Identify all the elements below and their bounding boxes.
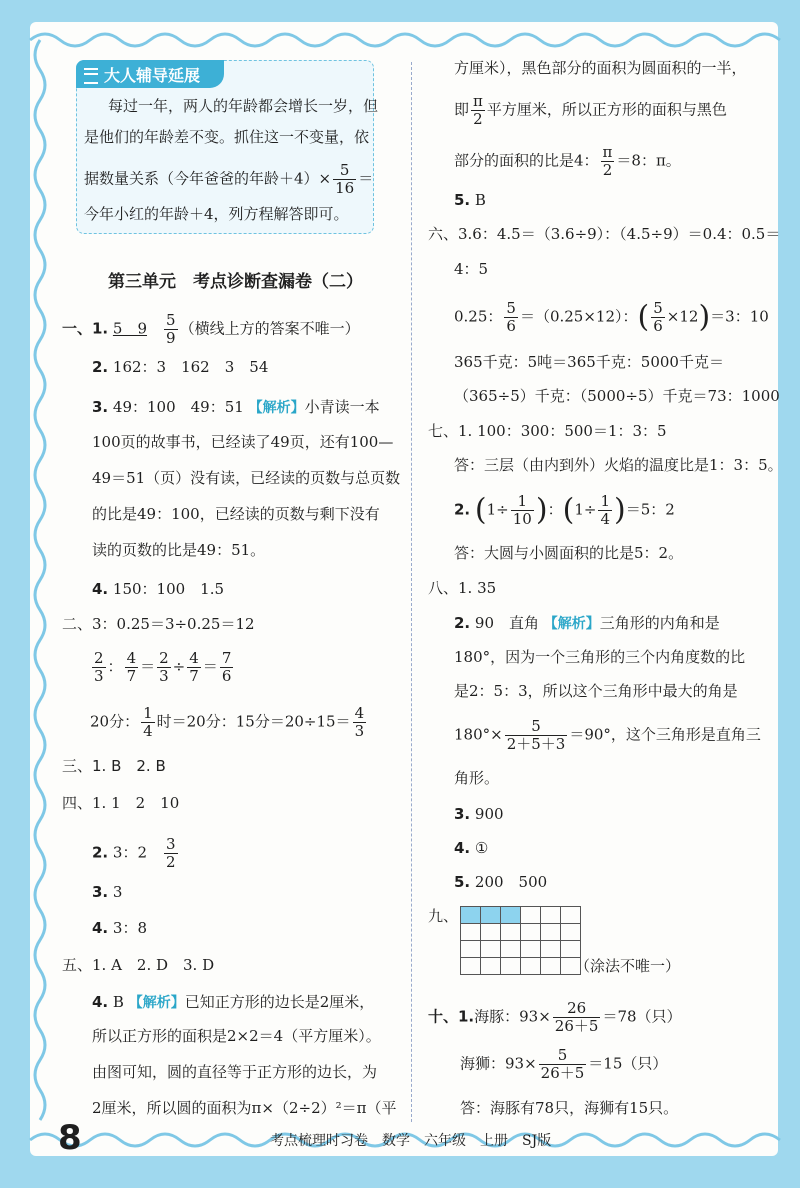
ans-1-3-e: 读的页数的比是49：51。 xyxy=(92,541,266,559)
ans-7-2-answer: 答：大圆与小圆面积的比是5：2。 xyxy=(454,544,684,562)
ans-5-4: 4. B 【解析】已知正方形的边长是2厘米， xyxy=(92,993,375,1011)
ans-6-3-b: （365÷5）千克：（5000÷5）千克＝73：1000 xyxy=(454,387,780,405)
tip-title: 大人辅导延展 xyxy=(76,60,224,88)
column-divider xyxy=(411,62,412,1122)
ans-6-1-b: 4：5 xyxy=(454,260,489,278)
ans-8-2: 2. 90 直角 【解析】三角形的内角和是 xyxy=(454,614,720,632)
ans-10-1: 十、1.海豚：93× $\frac{26}{26+5}$ ＝78（只） xyxy=(428,999,682,1035)
ans-5-4-b: 所以正方形的面积是2×2＝4（平方厘米）。 xyxy=(92,1027,381,1045)
wave-lines-icon xyxy=(84,68,98,84)
ans-8-2-b: 180°，因为一个三角形的三个内角度数的比 xyxy=(454,648,746,666)
ans-4-1: 四、1. 1 2 10 xyxy=(62,794,180,812)
ans-6-3: 365千克：5吨＝365千克：5000千克＝ xyxy=(454,353,724,371)
ans-1-3-c: 49＝51（页）没有读，已经读的页数与总页数 xyxy=(92,469,401,487)
ans-10-2: 海狮：93× $\frac{5}{26+5}$ ＝15（只） xyxy=(460,1046,668,1082)
r-line-3: 部分的面积的比是4： $\frac{\pi}{2}$ ＝8：π。 xyxy=(454,143,681,179)
ans-3: 三、1. B 2. B xyxy=(62,757,166,775)
ans-7-1: 七、1. 100：300：500＝1：3：5 xyxy=(428,422,667,440)
ans-7-2: 2. (1÷ $\frac{1}{10}$ )：(1÷ $\frac{1}{4}$ )＝5：2 xyxy=(454,492,675,528)
r-line-4: 5. B xyxy=(454,191,486,209)
ans-2-3: 20分： $\frac{1}{4}$ 时＝20分：15分＝20÷15＝ $\frac{4}{3}$ xyxy=(90,704,365,740)
ans-4-3: 3. 3 xyxy=(92,883,123,901)
shaded-grid xyxy=(460,906,581,975)
ans-4-2: 2. 3：2 $\frac{3}{2}$ xyxy=(92,835,176,871)
ans-8-2-e: 角形。 xyxy=(454,769,500,787)
ans-1-4: 4. 150：100 1.5 xyxy=(92,580,225,598)
ans-8-1: 八、1. 35 xyxy=(428,579,497,597)
ans-8-5: 5. 200 500 xyxy=(454,873,548,891)
ans-4-4: 4. 3：8 xyxy=(92,919,148,937)
ans-1-3-b: 100页的故事书，已经读了49页，还有100— xyxy=(92,433,394,451)
footer-text: 考点梳理时习卷 数学 六年级 上册 SJ版 xyxy=(270,1133,552,1149)
ans-1-1: 一、1. 5 9 $\frac{5}{9}$ （横线上方的答案不唯一） xyxy=(62,311,360,347)
ans-2-2: $\frac{2}{3}$ ： $\frac{4}{7}$ ＝ $\frac{2}{3}$ ÷ $\frac{4}{7}$ ＝ $\frac{7}{6}$ xyxy=(94,649,232,685)
ans-5-1: 五、1. A 2. D 3. D xyxy=(62,956,215,974)
ans-8-3: 3. 900 xyxy=(454,805,504,823)
tip-line-3: 据数量关系（今年爸爸的年龄＋4）× $\frac{5}{16}$ ＝ xyxy=(84,161,374,197)
r-line-2: 即 $\frac{\pi}{2}$ 平方厘米，所以正方形的面积与黑色 xyxy=(454,92,727,128)
section-title: 第三单元 考点诊断查漏卷（二） xyxy=(108,272,363,292)
ans-10-answer: 答：海豚有78只，海狮有15只。 xyxy=(460,1099,679,1117)
ans-2-1: 二、3：0.25＝3÷0.25＝12 xyxy=(62,615,255,633)
ans-9-note: （涂法不唯一） xyxy=(575,957,681,975)
ans-1-2: 2. 162：3 162 3 54 xyxy=(92,358,269,376)
ans-7-1-answer: 答：三层（由内到外）火焰的温度比是1：3：5。 xyxy=(454,456,783,474)
ans-6-1: 六、3.6：4.5＝（3.6÷9）：（4.5÷9）＝0.4：0.5＝ xyxy=(428,225,781,243)
ans-8-2-d: 180°× $\frac{5}{2+5+3}$ ＝90°，这个三角形是直角三 xyxy=(454,717,761,753)
tip-line-2: 是他们的年龄差不变。抓住这一不变量，依 xyxy=(84,128,370,146)
ans-5-4-c: 由图可知，圆的直径等于正方形的边长，为 xyxy=(92,1063,378,1081)
tip-line-1: 每过一年，两人的年龄都会增长一岁，但 xyxy=(108,97,379,115)
ans-8-2-c: 是2：5：3，所以这个三角形中最大的角是 xyxy=(454,682,738,700)
ans-8-4: 4. ① xyxy=(454,839,489,857)
ans-1-3-d: 的比是49：100，已经读的页数与剩下没有 xyxy=(92,505,380,523)
ans-5-4-d: 2厘米，所以圆的面积为π×（2÷2）²＝π（平 xyxy=(92,1099,397,1117)
tip-line-4: 今年小红的年龄＋4，列方程解答即可。 xyxy=(84,205,349,223)
r-line-1: 方厘米），黑色部分的面积为圆面积的一半， xyxy=(454,59,747,77)
ans-9-label: 九、 xyxy=(428,907,459,925)
page-number: 8 xyxy=(58,1118,82,1158)
ans-1-3: 3. 49：100 49：51 【解析】小青读一本 xyxy=(92,398,380,416)
ans-6-2: 0.25： $\frac{5}{6}$ ＝（0.25×12）：( $\frac{5}{6}$ ×12)＝3：10 xyxy=(454,299,769,335)
